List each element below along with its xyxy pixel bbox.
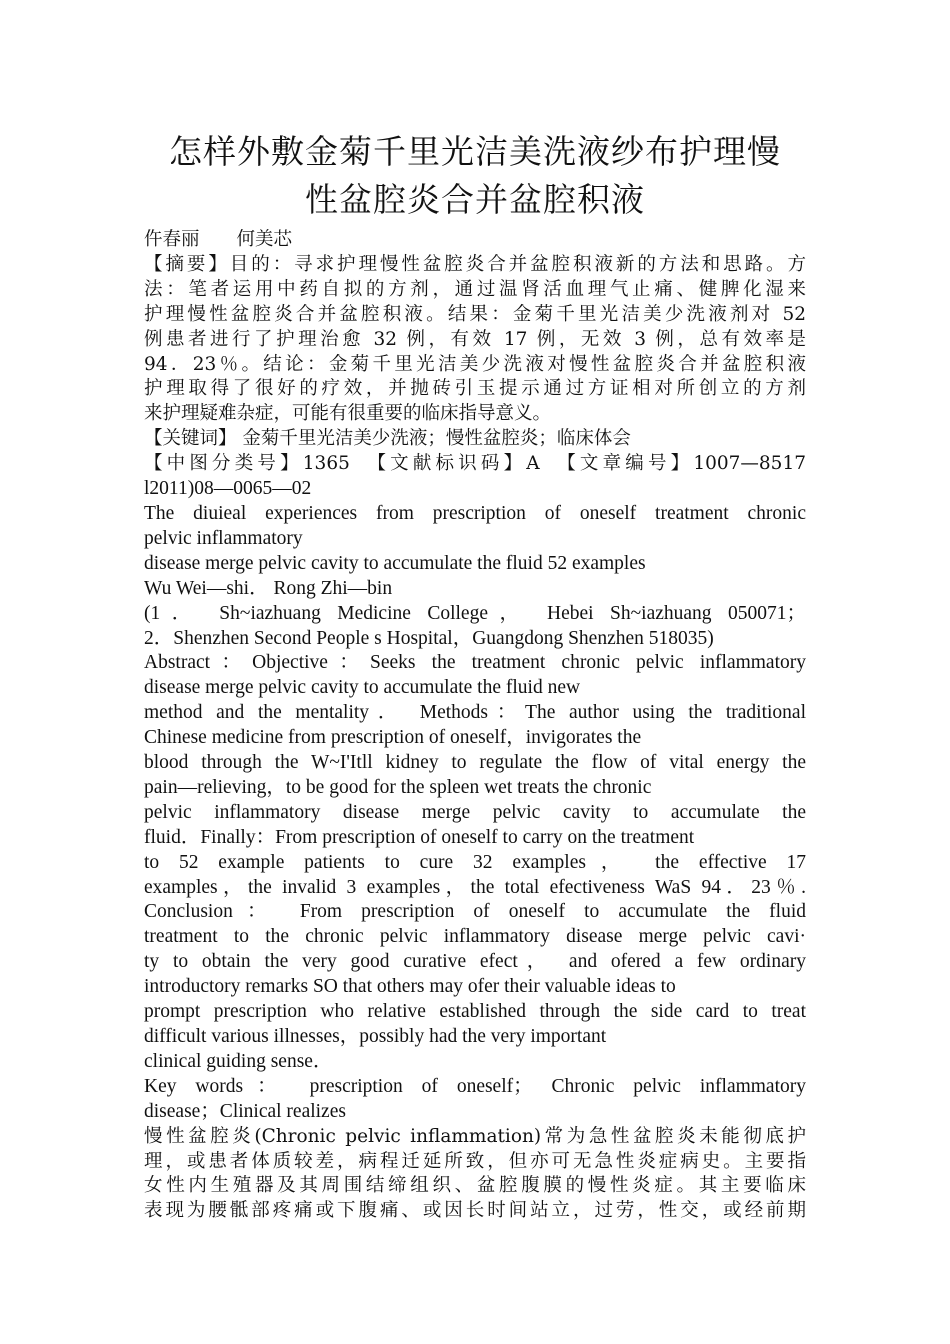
english-line: Chinese medicine from prescription of oneself，invigorates the <box>144 727 642 749</box>
english-line: clinical guiding sense． <box>144 1050 333 1072</box>
english-line: method and the mentality． Methods：The author using the traditional <box>144 702 806 724</box>
article-title <box>144 128 806 224</box>
abstract-cn-line: 94．23％。结论：金菊千里光洁美少洗液对慢性盆腔炎合并盆腔积液 <box>144 353 806 375</box>
body-cn-line: 表现为腰骶部疼痛或下腹痛、或因长时间站立，过劳，性交，或经前期 <box>144 1200 806 1222</box>
english-line: The diuieal experiences from prescription of oneself treatment chronic <box>144 502 806 524</box>
classification-line: l2011)08—0065—02 <box>144 478 312 500</box>
title-line-1: 怎样外敷金菊千里光洁美洗液纱布护理慢 <box>169 132 781 171</box>
english-line: ty to obtain the very good curative efect， and ofered a few ordinary <box>144 951 806 973</box>
english-line: fluid．Finally：From prescription of oneself to carry on the treatment <box>144 826 695 848</box>
english-line: disease merge pelvic cavity to accumulate the fluid new <box>144 677 581 699</box>
abstract-cn-line: 来护理疑难杂症，可能有很重要的临床指导意义。 <box>144 403 552 425</box>
abstract-cn-line: 护理取得了很好的疗效，并抛砖引玉提示通过方证相对所创立的方剂 <box>144 378 806 400</box>
body-cn-line: 慢性盆腔炎(Chronic pelvic inflammation)常为急性盆腔炎未能彻底护 <box>144 1125 806 1147</box>
abstract-cn-line: 例患者进行了护理治愈 32 例，有效 17 例，无效 3 例，总有效率是 <box>144 328 806 350</box>
title-line-2: 性盆腔炎合并盆腔积液 <box>305 180 645 219</box>
english-line: disease；Clinical realizes <box>144 1100 346 1122</box>
english-line: disease merge pelvic cavity to accumulate the fluid 52 examples <box>144 552 646 574</box>
body-cn-line: 理，或患者体质较差，病程迁延所致，但亦可无急性炎症病史。主要指 <box>144 1150 806 1172</box>
classification-line: 【中图分类号】1365 【文献标识码】A 【文章编号】1007—8517 <box>144 453 806 475</box>
abstract-cn-line: 法：笔者运用中药自拟的方剂，通过温肾活血理气止痛、健脾化湿来 <box>144 278 806 300</box>
english-line: 2．Shenzhen Second People s Hospital，Guangdong Shenzhen 518035) <box>144 627 714 649</box>
english-line: to 52 example patients to cure 32 examples， the effective 17 <box>144 851 806 873</box>
english-line: difficult various illnesses，possibly had the very important <box>144 1026 607 1047</box>
english-line: prompt prescription who relative established through the side card to treat <box>144 1001 806 1023</box>
english-line: pelvic inflammatory disease merge pelvic cavity to accumulate the <box>144 801 806 823</box>
english-line: examples，the invalid 3 examples，the total efectiveness WaS 94．23％. <box>144 876 806 898</box>
english-line: introductory remarks SO that others may ofer their valuable ideas to <box>144 976 676 998</box>
english-line: pain—relieving，to be good for the spleen wet treats the chronic <box>144 776 652 798</box>
english-line: pelvic inflammatory <box>144 527 303 549</box>
body-cn-line: 女性内生殖器及其周围结缔组织、盆腔腹膜的慢性炎症。其主要临床 <box>144 1175 806 1197</box>
authors: 仵春丽 何美芯 <box>144 229 293 250</box>
document-page <box>144 128 806 1224</box>
classification-info <box>144 452 806 502</box>
abstract-cn <box>144 253 806 427</box>
english-line: Abstract：Objective：Seeks the treatment chronic pelvic inflammatory <box>144 652 806 674</box>
keywords-cn: 【关键词】 金菊千里光洁美少洗液；慢性盆腔炎；临床体会 <box>144 428 631 450</box>
english-line: Key words： prescription of oneself； Chronic pelvic inflammatory <box>144 1075 806 1097</box>
abstract-cn-line: 【摘要】目的：寻求护理慢性盆腔炎合并盆腔积液新的方法和思路。方 <box>144 253 806 275</box>
english-line: (1． Sh~iazhuang Medicine College， Hebei Sh~iazhuang 050071； <box>144 602 806 624</box>
abstract-cn-line: 护理慢性盆腔炎合并盆腔积液。结果：金菊千里光洁美少洗液剂对 52 <box>144 303 806 325</box>
english-line: Wu Wei—shi． Rong Zhi—bin <box>144 577 393 599</box>
body-cn <box>144 1125 806 1225</box>
english-abstract <box>144 502 806 1125</box>
english-line: treatment to the chronic pelvic inflammatory disease merge pelvic cavi· <box>144 926 806 948</box>
english-line: blood through the W~I'Itll kidney to regulate the flow of vital energy the <box>144 752 806 774</box>
english-line: Conclusion： From prescription of oneself to accumulate the fluid <box>144 901 806 923</box>
